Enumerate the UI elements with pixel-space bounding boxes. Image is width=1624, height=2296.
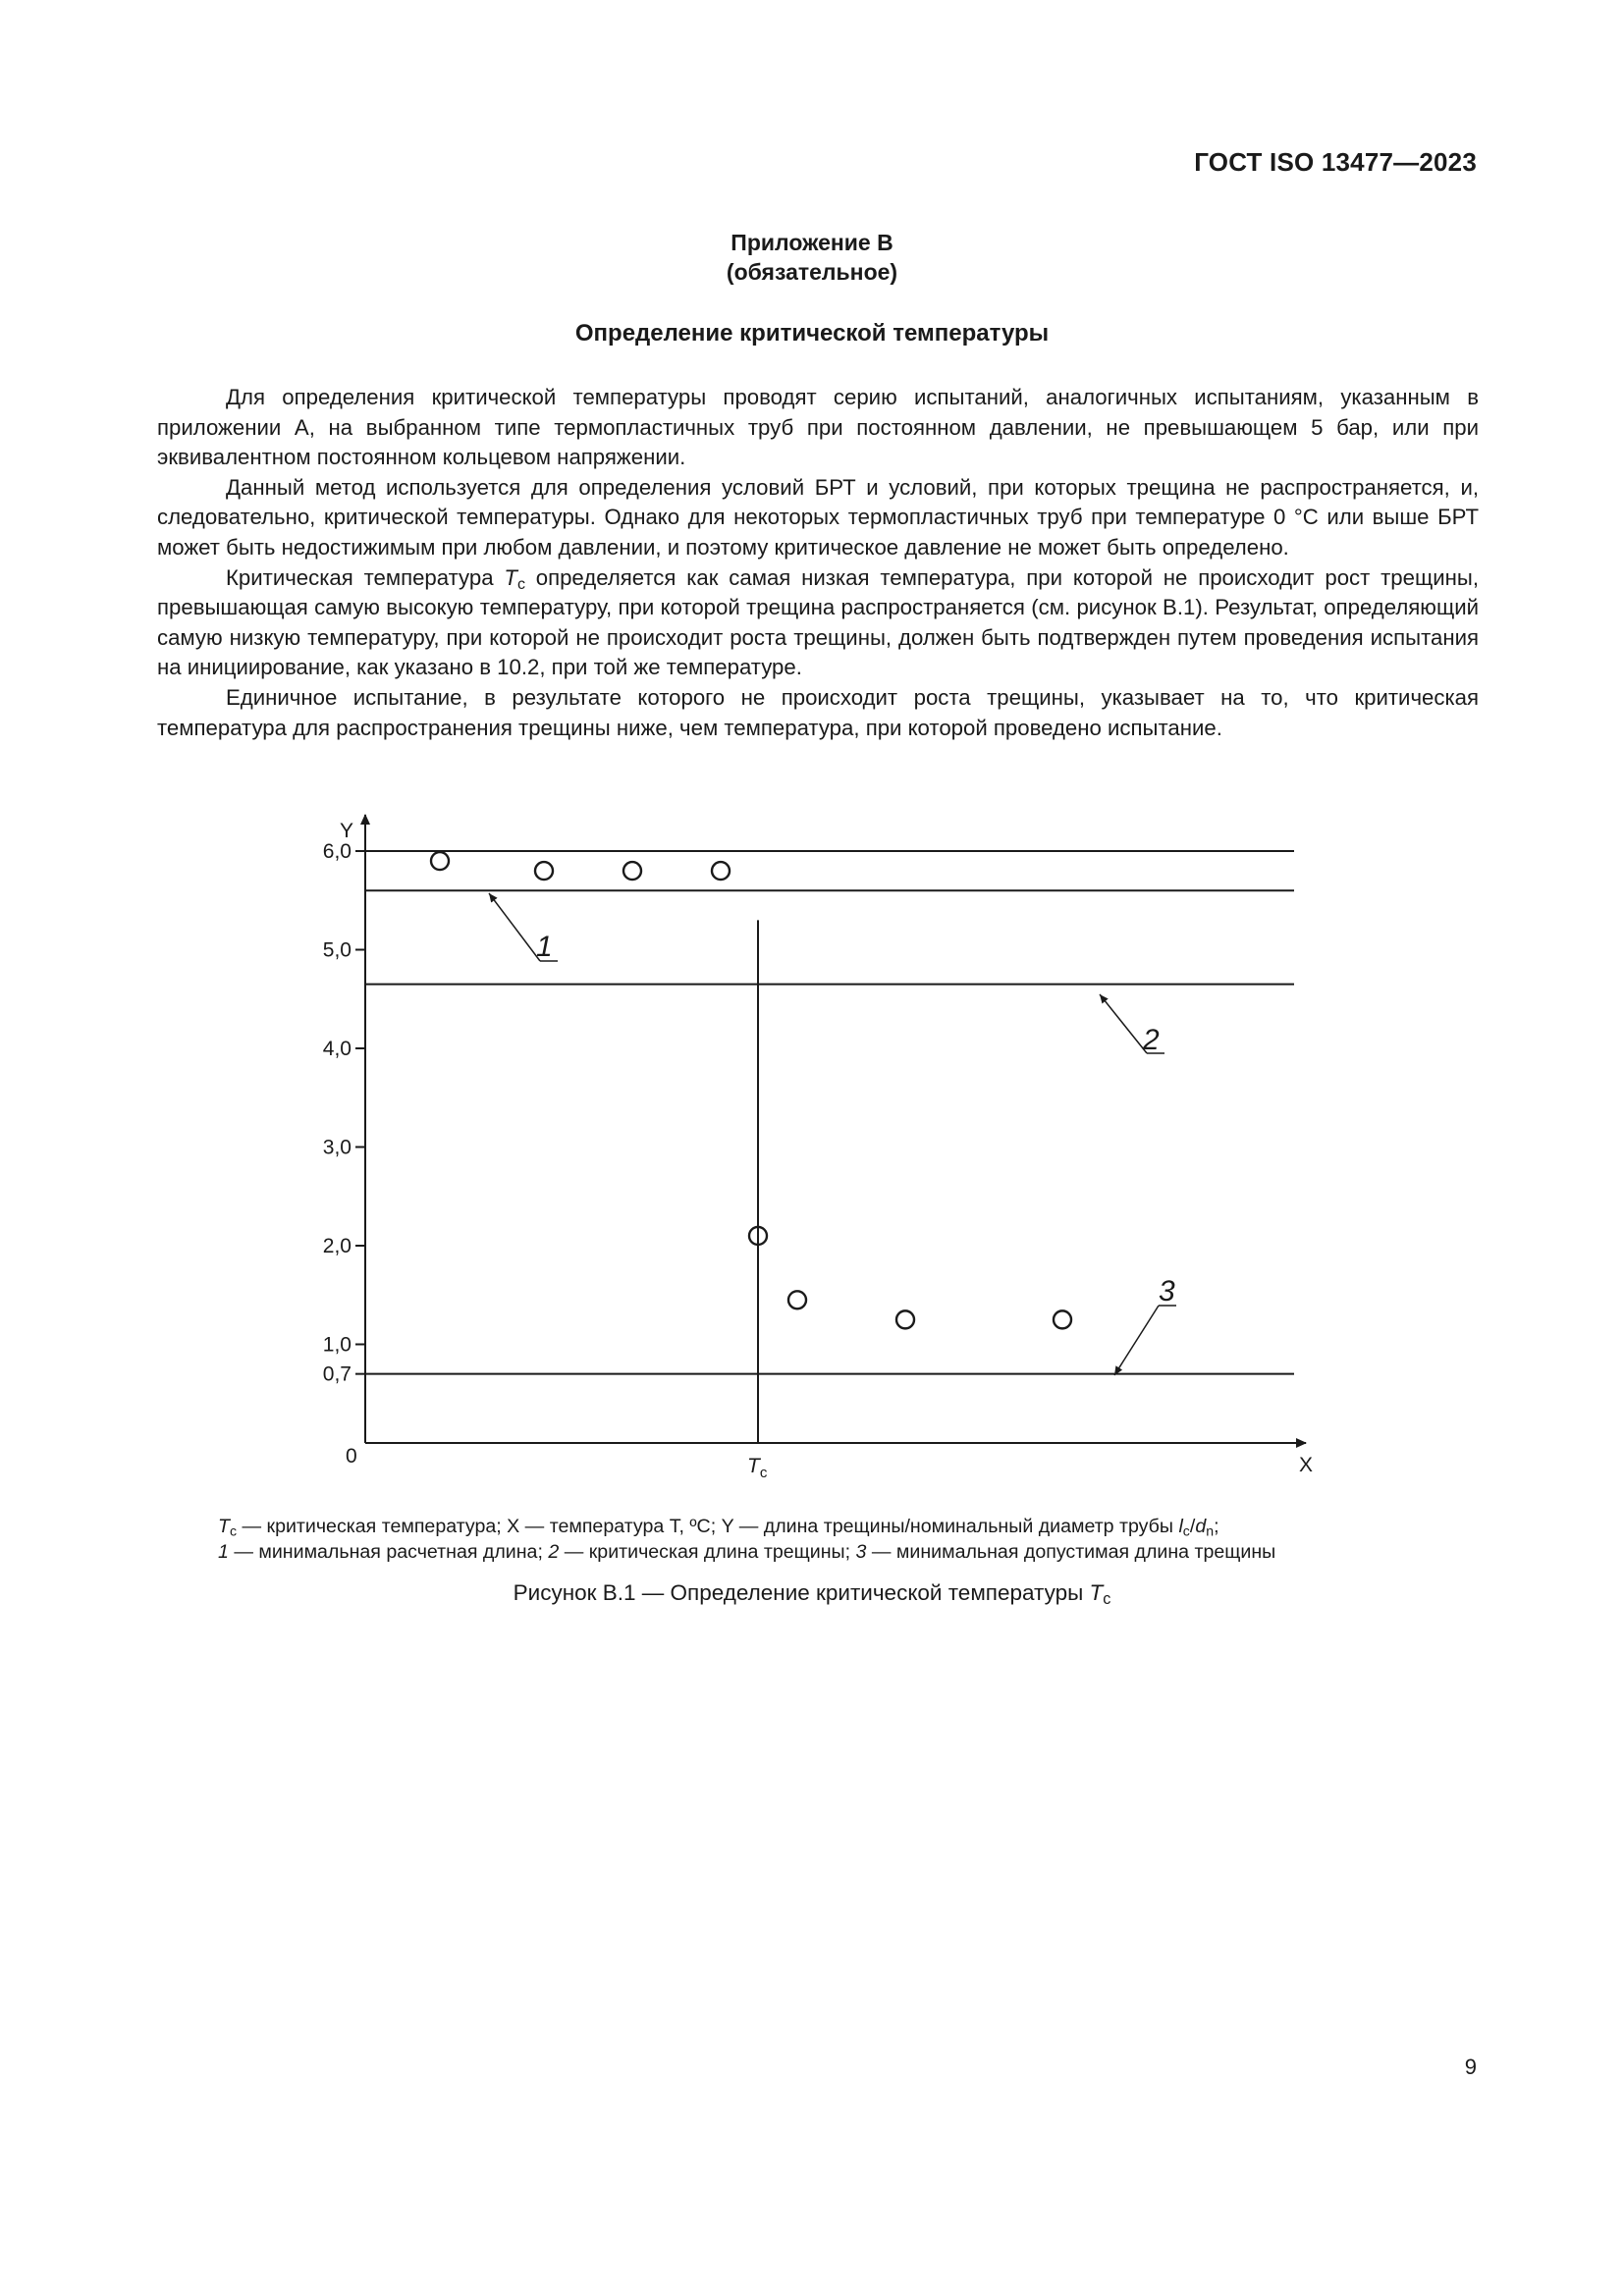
tc-subscript: c: [516, 575, 525, 593]
legend-lc-l: l: [1178, 1516, 1183, 1537]
y-tick-label: 0,7: [322, 1362, 352, 1386]
y-ticks: [323, 840, 365, 1386]
figure-caption: [0, 1580, 1624, 1609]
legend-line-1: [218, 1514, 1408, 1539]
data-point: [788, 1291, 806, 1308]
data-point: [535, 862, 553, 880]
legend-slash: /: [1189, 1516, 1196, 1537]
tc-axis-label: [747, 1455, 768, 1481]
legend-tc-sub: c: [229, 1522, 238, 1539]
section-title: Определение критической температуры: [574, 320, 1050, 347]
origin-label: 0: [346, 1445, 357, 1468]
body-text: [157, 383, 1479, 743]
annex-heading: [0, 228, 1624, 287]
paragraph-4: Единичное испытание, в результате которого не происходит роста трещины, указывает на то, что критическая температура для распространения трещины ниже, чем температура, при которой проведено испытание.: [157, 684, 1479, 740]
y-tick-label: 3,0: [322, 1136, 352, 1159]
figure-b1-chart: [295, 795, 1326, 1502]
document-number: ГОСТ ISO 13477—2023: [1194, 147, 1477, 177]
callout-3-leader: [1114, 1306, 1159, 1375]
legend-t3: — минимальная допустимая длина трещины: [866, 1541, 1276, 1563]
legend-line-2: [218, 1539, 1408, 1565]
legend-lc-sub: c: [1182, 1522, 1190, 1539]
y-axis-label: Y: [340, 820, 354, 842]
legend-t1: — минимальная расчетная длина;: [228, 1541, 549, 1563]
data-points: [431, 852, 1071, 1328]
callout-1-leader: [489, 893, 540, 961]
paragraph-3-rest: определяется как самая низкая температура, при которой не происходит рост трещины, превышающая самую высокую температуру, при которой трещина распространяется (см. рисунок B.1). Результат, определяющий самую низкую температуру, при которой не происходит роста трещины, должен быть подтвержден путем проведения испытания на инициирование, как указано в 10.2, при той же температуре.: [157, 564, 1479, 680]
caption-tc-T: T: [1089, 1580, 1104, 1605]
paragraph-1: Для определения критической температуры проводят серию испытаний, аналогичных испытаниям, указанным в приложении А, на выбранном типе термопластичных труб при постоянном давлении, не превышающем 5 бар, или при эквивалентном постоянном кольцевом напряжении.: [157, 385, 1479, 470]
legend-n2: 2: [548, 1541, 560, 1563]
tc-symbol: T: [504, 564, 517, 590]
callout-2-label: 2: [1143, 1024, 1160, 1056]
y-tick-label: 2,0: [322, 1235, 352, 1257]
legend-tc-T: T: [218, 1516, 230, 1537]
legend-dn-sub: n: [1206, 1522, 1215, 1539]
data-point: [712, 862, 730, 880]
y-tick-label: 4,0: [322, 1038, 352, 1060]
paragraph-2: Данный метод используется для определения условий БРТ и условий, при которых трещина не распространяется, и, следовательно, критической температуры. Однако для некоторых термопластичных труб при температуре 0 °С или выше БРТ может быть недостижимым при любом давлении, и поэтому критическое давление не может быть определено.: [157, 474, 1479, 560]
paragraph-3-start: Критическая температура: [226, 564, 494, 590]
caption-tc-sub: c: [1103, 1590, 1111, 1609]
legend-n3: 3: [855, 1541, 867, 1563]
legend-n1: 1: [218, 1541, 229, 1563]
callout-1-label: 1: [536, 931, 553, 963]
legend-line-1-text: — критическая температура; X — температура T, ºС; Y — длина трещины/номинальный диаметр трубы: [237, 1516, 1179, 1537]
callout-3-label: 3: [1159, 1275, 1175, 1308]
callout-2-leader: [1100, 994, 1147, 1053]
legend-dn-d: d: [1195, 1516, 1207, 1537]
tc-axis-label-sub: c: [759, 1465, 768, 1481]
annex-status: (обязательное): [726, 259, 898, 285]
page-number: 9: [1464, 2055, 1477, 2079]
paragraph-3: [157, 563, 1479, 683]
legend-t2: — критическая длина трещины;: [559, 1541, 856, 1563]
legend-semicolon: ;: [1214, 1516, 1219, 1537]
caption-text: Рисунок B.1 — Определение критической температуры: [513, 1580, 1090, 1605]
data-point: [431, 852, 449, 870]
data-point: [896, 1310, 914, 1328]
tc-axis-label-T: T: [747, 1455, 760, 1477]
y-tick-label: 1,0: [322, 1333, 352, 1357]
x-axis-label: X: [1299, 1454, 1314, 1476]
data-point: [623, 862, 641, 880]
data-point: [1054, 1310, 1071, 1328]
reference-lines: [365, 851, 1294, 1374]
annex-title: Приложение B: [731, 230, 893, 255]
figure-b1: [295, 795, 1326, 1507]
y-tick-label: 6,0: [322, 840, 352, 863]
figure-legend: [218, 1514, 1408, 1565]
y-tick-label: 5,0: [322, 938, 352, 962]
